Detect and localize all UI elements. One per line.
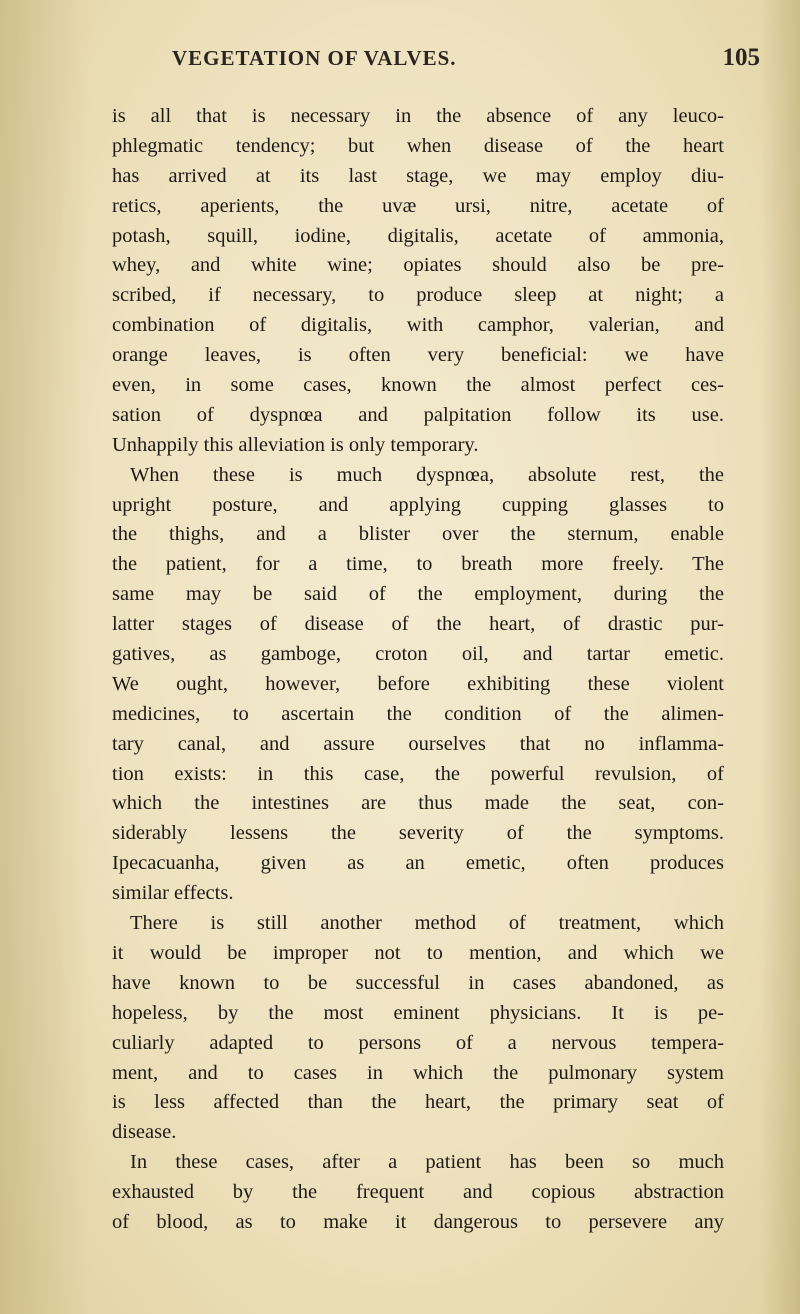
text-line: retics, aperients, the uvæ ursi, nitre, acetate of	[112, 194, 724, 217]
text-line: When these is much dyspnœa, absolute rest, the	[130, 463, 724, 486]
text-line: orange leaves, is often very beneficial: we have	[112, 344, 724, 367]
text-line: latter stages of disease of the heart, of drastic pur-	[112, 613, 724, 636]
text-line: siderably lessens the severity of the symptoms.	[112, 822, 724, 845]
text-line: disease.	[112, 1121, 177, 1144]
text-line: it would be improper not to mention, and which we	[112, 941, 724, 964]
text-line: gatives, as gamboge, croton oil, and tartar emetic.	[112, 643, 724, 666]
text-line: the patient, for a time, to breath more freely. The	[112, 553, 724, 576]
text-line: upright posture, and applying cupping glasses to	[112, 493, 724, 516]
text-line: which the intestines are thus made the seat, con-	[112, 792, 724, 815]
text-line: similar effects.	[112, 882, 234, 905]
text-line: of blood, as to make it dangerous to persevere any	[112, 1210, 724, 1233]
running-title: VEGETATION OF VALVES.	[172, 46, 457, 70]
page-edge-shadow	[760, 0, 800, 1314]
text-line: is less affected than the heart, the primary seat of	[112, 1091, 724, 1114]
running-head	[150, 46, 760, 86]
text-line: scribed, if necessary, to produce sleep at night; a	[112, 284, 724, 307]
text-line: whey, and white wine; opiates should also be pre-	[112, 254, 724, 277]
text-line: potash, squill, iodine, digitalis, acetate of ammonia,	[112, 224, 724, 247]
text-line: exhausted by the frequent and copious abstraction	[112, 1181, 724, 1204]
text-line: is all that is necessary in the absence of any leuco-	[112, 105, 724, 127]
text-line: has arrived at its last stage, we may employ diu-	[112, 164, 724, 187]
body-text	[112, 102, 724, 1238]
text-line: culiarly adapted to persons of a nervous tempera-	[112, 1031, 724, 1054]
text-line: There is still another method of treatment, which	[130, 912, 724, 935]
text-line: ment, and to cases in which the pulmonary system	[112, 1061, 724, 1084]
text-line: Unhappily this alleviation is only temporary.	[112, 433, 479, 456]
text-line: have known to be successful in cases abandoned, as	[112, 971, 724, 994]
text-line: phlegmatic tendency; but when disease of the heart	[112, 134, 724, 157]
text-line: the thighs, and a blister over the sternum, enable	[112, 523, 724, 546]
text-line: tion exists: in this case, the powerful revulsion, of	[112, 762, 724, 785]
text-line: hopeless, by the most eminent physicians. It is pe-	[112, 1001, 724, 1024]
spine-shadow	[0, 0, 90, 1314]
text-line: Ipecacuanha, given as an emetic, often produces	[112, 852, 724, 875]
text-line: same may be said of the employment, during the	[112, 583, 724, 606]
text-line: We ought, however, before exhibiting these violent	[112, 672, 724, 695]
text-line: combination of digitalis, with camphor, valerian, and	[112, 314, 724, 337]
text-line: even, in some cases, known the almost perfect ces-	[112, 374, 724, 397]
page-number: 105	[722, 44, 760, 71]
text-line: tary canal, and assure ourselves that no inflamma-	[112, 732, 724, 755]
text-line: In these cases, after a patient has been so much	[130, 1151, 724, 1174]
text-line: medicines, to ascertain the condition of the alimen-	[112, 702, 724, 725]
text-line: sation of dyspnœa and palpitation follow its use.	[112, 403, 724, 426]
